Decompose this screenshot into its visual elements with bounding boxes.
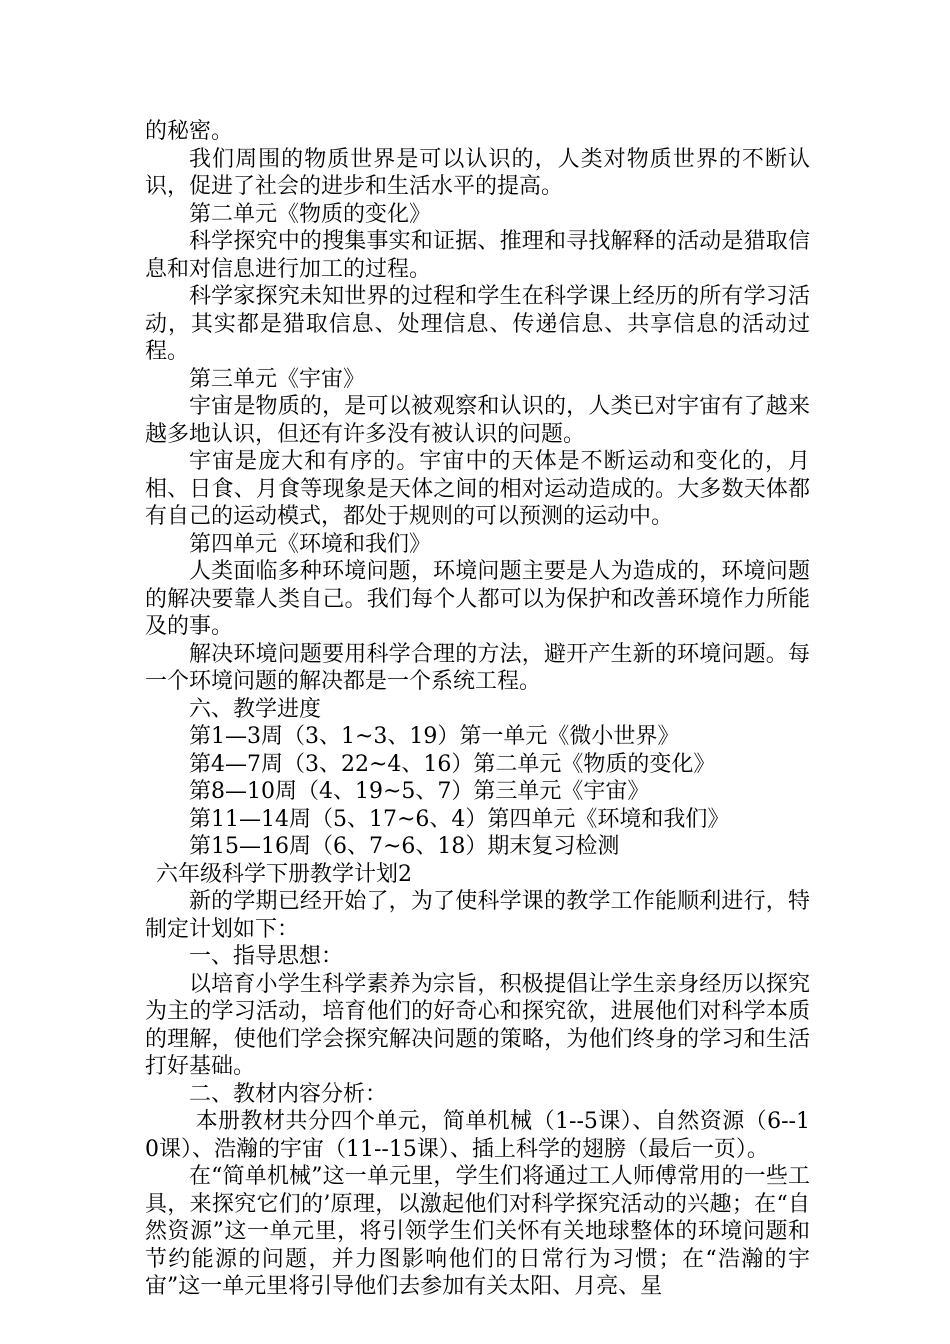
document-paragraph: 科学家探究未知世界的过程和学生在科学课上经历的所有学习活动，其实都是猎取信息、处理信息、传递信息、共享信息的活动过程。 — [145, 284, 810, 364]
document-paragraph: 以培育小学生科学素养为宗旨，积极提倡让学生亲身经历以探究为主的学习活动，培育他们的好奇心和探究欲，进展他们对科学本质的理解，使他们学会探究解决问题的策略，为他们终身的学习和生活打好基础。 — [145, 971, 810, 1079]
document-paragraph: 六年级科学下册教学计划2 — [156, 861, 412, 887]
document-page — [145, 118, 810, 1301]
document-paragraph: 第三单元《宇宙》 — [189, 366, 366, 392]
document-paragraph: 第1—3周（3、1~3、19）第一单元《微小世界》 — [189, 724, 680, 749]
document-paragraph: 在“简单机械”这一单元里，学生们将通过工人师傅常用的一些工具，来探究它们的’原理，以激起他们对科学探究活动的兴趣；在“自然资源”这一单元里，将引领学生们关怀有关地球整体的环境问题和节约能源的问题，并力图影响他们的日常行为习惯；在“浩瀚的宇宙”这一单元里将引导他们去参加有关太阳、月亮、星 — [145, 1164, 810, 1299]
document-paragraph: 解决环境问题要用科学合理的方法，避开产生新的环境问题。每一个环境问题的解决都是一个系统工程。 — [145, 641, 810, 694]
document-paragraph: 第4—7周（3、22~4、16）第二单元《物质的变化》 — [189, 751, 716, 777]
document-paragraph: 宇宙是物质的，是可以被观察和认识的，人类已对宇宙有了越来越多地认识，但还有许多没有被认识的问题。 — [145, 394, 810, 447]
document-paragraph: 宇宙是庞大和有序的。宇宙中的天体是不断运动和变化的，月相、日食、月食等现象是天体之间的相对运动造成的。大多数天体都有自己的运动模式，都处于规则的可以预测的运动中。 — [145, 449, 810, 529]
document-paragraph: 六、教学进度 — [189, 696, 322, 722]
document-paragraph: 本册教材共分四个单元，简单机械（1--5课）、自然资源（6--10课）、浩瀚的宇宙（11--15课）、插上科学的翅膀（最后一页）。 — [145, 1109, 810, 1162]
document-paragraph: 科学探究中的搜集事实和证据、推理和寻找解释的活动是猎取信息和对信息进行加工的过程。 — [145, 229, 810, 282]
document-paragraph: 一、指导思想： — [189, 944, 344, 969]
document-paragraph: 新的学期已经开始了，为了使科学课的教学工作能顺利进行，特制定计划如下： — [145, 889, 810, 942]
document-paragraph: 第二单元《物质的变化》 — [189, 201, 432, 227]
document-paragraph: 二、教材内容分析： — [189, 1081, 388, 1107]
document-paragraph: 的秘密。 — [145, 119, 234, 144]
document-paragraph: 第8—10周（4、19~5、7）第三单元《宇宙》 — [189, 779, 650, 804]
document-paragraph: 我们周围的物质世界是可以认识的，人类对物质世界的不断认识，促进了社会的进步和生活水平的提高。 — [145, 146, 810, 199]
document-paragraph: 第四单元《环境和我们》 — [189, 531, 432, 557]
document-paragraph: 第15—16周（6、7~6、18）期末复习检测 — [189, 834, 620, 859]
document-paragraph: 第11—14周（5、17~6、4）第四单元《环境和我们》 — [189, 806, 730, 832]
document-paragraph: 人类面临多种环境问题，环境问题主要是人为造成的，环境问题的解决要靠人类自己。我们每个人都可以为保护和改善环境作力所能及的事。 — [145, 559, 810, 639]
